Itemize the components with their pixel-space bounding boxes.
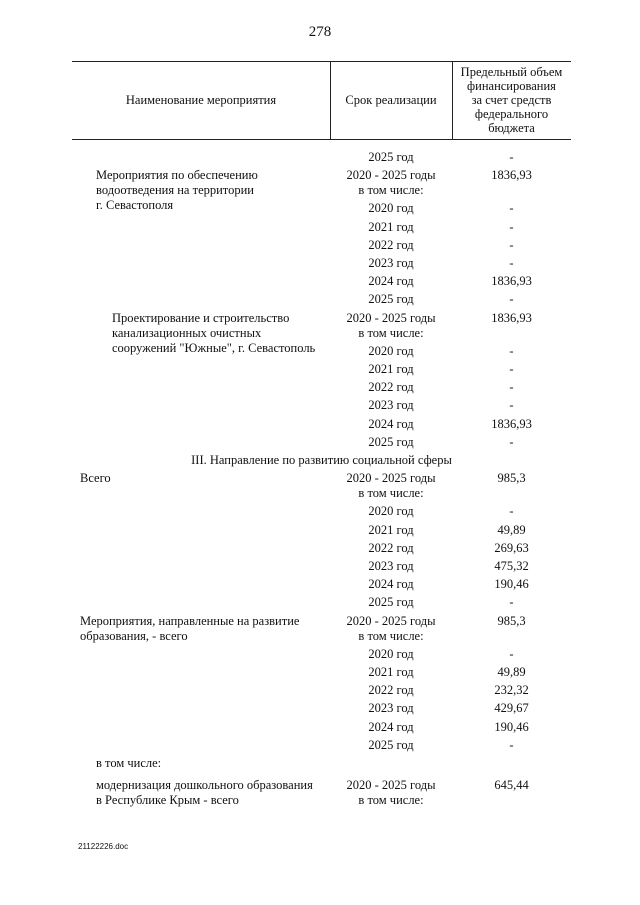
period-cell: 2024 год	[368, 719, 414, 734]
funding-value: 1836,93	[491, 168, 532, 183]
event-name: водоотведения на территории	[96, 183, 254, 198]
funding-value: 985,3	[497, 471, 526, 486]
funding-value: 645,44	[494, 778, 529, 793]
event-name: Мероприятия, направленные на развитие	[80, 613, 300, 628]
header-event-name: Наименование мероприятия	[125, 93, 277, 107]
period-cell: 2025 год	[368, 434, 414, 449]
period-cell: 2022 год	[368, 237, 414, 252]
funding-value: 269,63	[494, 540, 529, 555]
funding-value: -	[509, 398, 514, 413]
header-funding-line: Предельный объем	[460, 65, 563, 79]
funding-value: 49,89	[497, 665, 526, 679]
event-name: Проектирование и строительство	[112, 310, 290, 325]
event-name: модернизация дошкольного образования	[96, 778, 313, 793]
period-cell: 2020 - 2025 годы	[346, 471, 436, 486]
period-cell: в том числе:	[358, 325, 424, 340]
period-cell: 2025 год	[368, 292, 414, 307]
period-cell: 2024 год	[368, 416, 414, 431]
event-name: канализационных очистных	[112, 325, 262, 340]
period-cell: 2025 год	[368, 737, 414, 752]
period-cell: в том числе:	[358, 628, 424, 643]
funding-value: -	[509, 362, 514, 376]
funding-value: 190,46	[494, 719, 529, 734]
period-cell: 2021 год	[368, 362, 414, 376]
period-cell: в том числе:	[358, 183, 424, 198]
funding-value: 1836,93	[491, 416, 532, 431]
header-funding-line: бюджета	[488, 121, 535, 135]
period-cell: 2023 год	[368, 256, 414, 270]
period-cell: 2020 - 2025 годы	[346, 778, 436, 793]
funding-value: 429,67	[494, 701, 529, 716]
period-cell: 2022 год	[368, 540, 414, 555]
funding-value: -	[509, 343, 514, 358]
funding-value: -	[509, 201, 514, 216]
header-funding-line: финансирования	[467, 79, 556, 93]
funding-value: -	[509, 256, 514, 270]
page-number: 278	[308, 24, 332, 40]
period-cell: 2020 год	[368, 201, 414, 216]
period-cell: 2021 год	[368, 665, 414, 679]
funding-value: 190,46	[494, 577, 529, 592]
header-funding-line: федерального	[474, 107, 549, 121]
period-cell: 2020 - 2025 годы	[346, 310, 436, 325]
table-header-rule	[72, 139, 571, 140]
period-cell: в том числе:	[358, 486, 424, 501]
period-cell: 2020 год	[368, 646, 414, 661]
funding-value: 1836,93	[491, 274, 532, 289]
event-name: образования, - всего	[80, 628, 188, 643]
period-cell: 2020 год	[368, 343, 414, 358]
period-cell: в том числе:	[358, 793, 424, 808]
event-name: в Республике Крым - всего	[96, 793, 239, 808]
header-funding	[452, 61, 571, 139]
event-name: Мероприятия по обеспечению	[96, 168, 258, 183]
header-funding-line: за счет средств	[471, 93, 552, 107]
period-cell: 2024 год	[368, 274, 414, 289]
period-cell: 2021 год	[368, 219, 414, 234]
period-cell: 2022 год	[368, 683, 414, 698]
funding-value: -	[509, 504, 514, 519]
period-cell: 2022 год	[368, 380, 414, 395]
period-cell: 2024 год	[368, 577, 414, 592]
funding-value: -	[509, 380, 514, 395]
section-heading: III. Направление по развитию социальной сферы	[191, 453, 452, 467]
funding-value: -	[509, 237, 514, 252]
period-cell: 2021 год	[368, 522, 414, 537]
funding-value: 1836,93	[491, 310, 532, 325]
header-period: Срок реализации	[345, 93, 437, 107]
funding-value: -	[509, 292, 514, 307]
period-cell: 2023 год	[368, 559, 414, 573]
document-filename: 21122226.doc	[78, 842, 129, 851]
period-cell: 2020 - 2025 годы	[346, 168, 436, 183]
event-name: в том числе:	[96, 756, 162, 770]
period-cell: 2023 год	[368, 701, 414, 716]
funding-value: -	[509, 737, 514, 752]
period-cell: 2025 год	[368, 595, 414, 610]
period-cell: 2023 год	[368, 398, 414, 413]
event-name: Всего	[80, 471, 111, 486]
period-cell: 2020 - 2025 годы	[346, 613, 436, 628]
funding-value: -	[509, 219, 514, 234]
funding-value: -	[509, 595, 514, 610]
funding-value: 475,32	[494, 559, 529, 573]
funding-value: 49,89	[497, 522, 526, 537]
funding-value: -	[509, 150, 514, 164]
event-name: сооружений "Южные", г. Севастополь	[112, 340, 316, 355]
funding-value: -	[509, 434, 514, 449]
funding-value: 232,32	[494, 683, 529, 698]
funding-value: 985,3	[497, 613, 526, 628]
funding-value: -	[509, 646, 514, 661]
period-cell: 2025 год	[368, 150, 414, 164]
period-cell: 2020 год	[368, 504, 414, 519]
event-name: г. Севастополя	[96, 198, 174, 213]
